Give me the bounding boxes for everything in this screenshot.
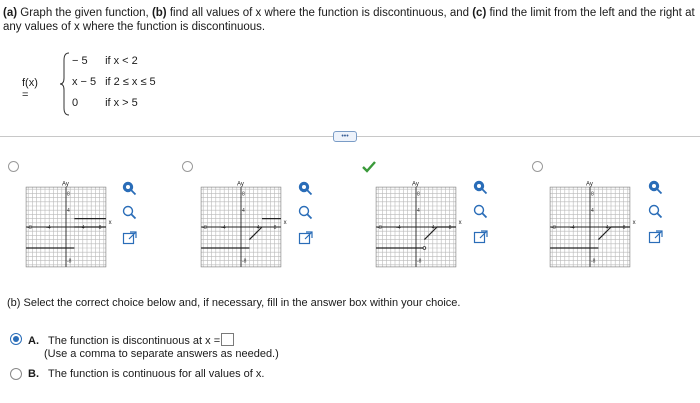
left-brace	[60, 52, 70, 116]
expand-graph-icon[interactable]	[473, 230, 488, 245]
tick-label: -8	[591, 258, 596, 265]
open-point	[423, 247, 426, 250]
tick-label: -4	[221, 225, 226, 231]
option-b-letter: B.	[28, 368, 39, 380]
x-axis-label: x	[458, 220, 462, 226]
tick-label: 4	[67, 208, 70, 215]
part-c-label: (c)	[472, 7, 487, 19]
zoom-out-icon[interactable]	[648, 204, 663, 219]
tick-label: -8	[417, 258, 422, 265]
tick-label: 8	[448, 225, 452, 231]
option-a-hint: (Use a comma to separate answers as needed.)	[44, 348, 279, 360]
tick-label: -8	[377, 225, 382, 231]
x-axis-label: x	[283, 220, 287, 226]
question-text	[3, 6, 697, 34]
option-b-radio[interactable]	[10, 368, 22, 380]
y-axis-label: Ay	[586, 181, 593, 188]
option-b-text: The function is continuous for all values of x.	[47, 368, 265, 380]
piece-expr: 0	[72, 97, 79, 109]
piece-condition: if x < 2	[105, 55, 138, 67]
tick-label: -8	[551, 225, 556, 231]
function-segment	[249, 227, 262, 240]
tick-label: 4	[591, 208, 594, 215]
tick-label: 8	[417, 191, 420, 198]
expand-graph-icon[interactable]	[122, 231, 137, 246]
piece-3	[72, 97, 138, 109]
option-b	[28, 368, 264, 380]
graph-choice-a-radio[interactable]	[8, 161, 19, 172]
graph-b-tools	[298, 181, 314, 251]
piece-expr: x − 5	[72, 76, 97, 88]
expand-more-button[interactable]: •••	[333, 131, 357, 142]
part-b-prompt: (b) Select the correct choice below and, if necessary, fill in the answer box within your choice.	[7, 297, 461, 309]
tick-label: -8	[27, 225, 32, 231]
part-b-label: (b)	[151, 7, 167, 19]
part-a-label: (a)	[3, 7, 18, 19]
tick-label: -8	[242, 258, 247, 265]
expand-graph-icon[interactable]	[648, 230, 663, 245]
tick-label: 4	[417, 208, 420, 215]
zoom-in-icon[interactable]	[473, 180, 488, 195]
zoom-in-icon[interactable]	[648, 180, 663, 195]
discontinuity-answer-input[interactable]	[221, 333, 234, 346]
part-a-text: Graph the given function,	[17, 7, 152, 19]
y-axis-label: Ay	[62, 181, 69, 188]
tick-label: 4	[242, 208, 245, 215]
tick-label: 4	[81, 225, 85, 231]
y-axis-label: Ay	[412, 181, 419, 188]
zoom-in-icon[interactable]	[122, 181, 137, 196]
zoom-out-icon[interactable]	[122, 205, 137, 220]
tick-label: -8	[202, 225, 207, 231]
tick-label: -4	[396, 225, 401, 231]
tick-label: 4	[605, 225, 609, 231]
graph-d-tools	[648, 180, 664, 250]
tick-label: 4	[256, 225, 260, 231]
expand-graph-icon[interactable]	[298, 231, 313, 246]
tick-label: 8	[622, 225, 626, 231]
tick-label: 8	[591, 191, 594, 198]
option-a-text: The function is discontinuous at x =	[47, 335, 221, 347]
function-segment	[424, 227, 437, 240]
x-axis-label: x	[108, 220, 112, 226]
y-axis-label: Ay	[237, 181, 244, 188]
piece-condition: if 2 ≤ x ≤ 5	[105, 76, 156, 88]
tick-label: -8	[67, 258, 72, 265]
function-name: f(x) =	[22, 77, 38, 101]
zoom-out-icon[interactable]	[298, 205, 313, 220]
tick-label: 8	[67, 191, 70, 198]
tick-label: -4	[46, 225, 51, 231]
option-a-radio[interactable]	[10, 333, 22, 345]
graph-choice-c[interactable]	[376, 180, 462, 267]
part-c-text: find the limit from the left and the right at any values of x where the function is discontinuous.	[3, 7, 695, 33]
piece-2	[72, 76, 156, 88]
tick-label: 4	[431, 225, 435, 231]
zoom-out-icon[interactable]	[473, 204, 488, 219]
option-a-letter: A.	[28, 335, 39, 347]
option-a	[28, 333, 234, 347]
graph-choice-b[interactable]	[201, 180, 287, 267]
tick-label: 8	[98, 225, 102, 231]
zoom-in-icon[interactable]	[298, 181, 313, 196]
x-axis-label: x	[632, 220, 636, 226]
function-segment	[598, 227, 611, 240]
piece-condition: if x > 5	[105, 97, 138, 109]
graph-c-tools	[473, 180, 489, 250]
part-b-text: find all values of x where the function is discontinuous, and	[166, 7, 473, 19]
piece-expr: − 5	[72, 55, 88, 67]
correct-check-icon	[362, 161, 376, 173]
graph-choice-b-radio[interactable]	[182, 161, 193, 172]
graph-choice-d[interactable]	[550, 180, 636, 267]
piece-1	[72, 55, 138, 67]
graph-a-tools	[122, 181, 138, 251]
tick-label: 8	[273, 225, 277, 231]
graph-choice-d-radio[interactable]	[532, 161, 543, 172]
tick-label: -4	[570, 225, 575, 231]
tick-label: 8	[242, 191, 245, 198]
graph-choice-a[interactable]	[26, 180, 112, 267]
